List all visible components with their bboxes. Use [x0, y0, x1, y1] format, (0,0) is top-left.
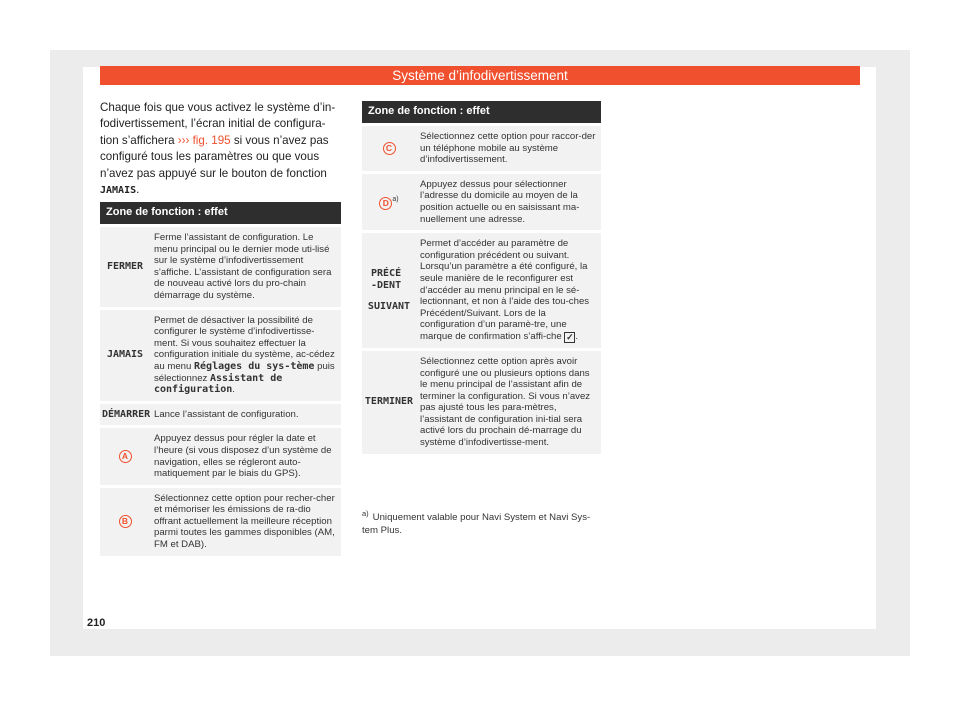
intro-button-name: JAMAIS	[100, 185, 137, 197]
table-row	[100, 425, 341, 484]
desc-text: Permet d’accéder au paramètre de configuration précédent ou suivant. Lorsqu’un paramètre a été configuré, la seule manière de le reconfigurer est d’accéder au menu principal en le sé-lectionnant, et non à l’aide des tou-ches Précédent/Suivant. Lors de la configuration d’un paramè-tre, une marque de confirmation s’affi-che	[420, 238, 590, 342]
function-desc: Ferme l’assistant de configuration. Le menu principal ou le dernier mode uti-lisé sur le système d’infodivertissement s’affiche. L’assistant de configuration sera de nouveau activé lors du pro-chain démarrage du système.	[150, 224, 341, 307]
menu-name: Réglages du sys-tème	[194, 360, 315, 372]
function-table-2	[362, 101, 601, 454]
function-desc: Sélectionnez cette option pour raccor-der un téléphone mobile au système d’infodivertissement.	[416, 123, 601, 171]
function-key: JAMAIS	[106, 349, 144, 361]
function-desc	[150, 307, 341, 401]
table-row	[362, 348, 601, 454]
function-desc: Appuyez dessus pour régler la date et l’heure (si vous disposez d’un système de navigation, elles se régleront auto-matiquement par le biais du GPS).	[150, 425, 341, 484]
function-key: PRÉCÉ-DENT	[371, 268, 402, 291]
desc-text: puis sélectionnez	[154, 360, 335, 384]
function-key: FERMER	[106, 260, 144, 272]
callout-b-icon: B	[119, 515, 132, 528]
table-row	[100, 224, 341, 307]
intro-text-2: si vous n’avez pas configuré tous les paramètres ou que vous n’avez pas appuyé sur le bouton de fonction	[100, 133, 329, 180]
table-row	[100, 307, 341, 401]
section-header: Système d’infodivertissement	[100, 66, 860, 85]
desc-text: Permet de désactiver la possibilité de configurer le système d’infodivertisse-ment. Si vous souhaitez effectuer la configuration initiale du système, ac-cédez au menu	[154, 314, 335, 372]
figure-link[interactable]: ››› fig. 195	[177, 133, 231, 147]
callout-d-icon: D	[379, 197, 392, 210]
function-desc: Appuyez dessus pour sélectionner l’adresse du domicile au moyen de la position actuelle ou en saisissant ma-nuellement une adresse.	[416, 171, 601, 230]
table-row	[100, 485, 341, 556]
function-key: DÉMARRER	[102, 408, 151, 420]
function-table-1	[100, 202, 341, 556]
footnote-ref: a)	[392, 196, 399, 204]
footnote-text: Uniquement valable pour Navi System et Navi Sys-tem Plus.	[362, 512, 591, 537]
function-desc: Sélectionnez cette option après avoir configuré une ou plusieurs options dans le menu principal de l’assistant afin de terminer la configuration. Si vous n’avez pas ajusté tous les para-mètres, l’assistant de configuration ini-tial sera activé lors du prochain dé-marrage du système d’infodivertisse-ment.	[416, 348, 601, 454]
table-row	[362, 123, 601, 171]
function-key: SUIVANT	[367, 301, 411, 313]
table-header: Zone de fonction : effet	[100, 202, 341, 224]
intro-text-3: .	[136, 183, 140, 197]
footnote-mark: a)	[362, 509, 369, 518]
desc-text: .	[232, 384, 235, 396]
table-row	[362, 230, 601, 348]
footnote	[362, 507, 602, 537]
menu-name: Assistant de configuration	[154, 372, 283, 396]
desc-text: .	[575, 330, 579, 342]
checkbox-checked-icon: ✓	[566, 331, 574, 342]
callout-a-icon: A	[119, 450, 132, 463]
function-desc	[416, 230, 601, 348]
intro-paragraph	[100, 100, 342, 199]
intro-text-1: Chaque fois que vous activez le système d’in-fodivertissement, l’écran initial de configura-tion s’affichera	[100, 101, 336, 147]
table-header: Zone de fonction : effet	[362, 101, 601, 123]
function-key: TERMINER	[364, 396, 414, 408]
function-desc: Sélectionnez cette option pour recher-cher et mémoriser les émissions de ra-dio offrant actuellement la meilleure réception parmi toutes les gammes disponibles (AM, FM et DAB).	[150, 485, 341, 556]
page-number: 210	[87, 617, 106, 629]
callout-c-icon: C	[383, 142, 396, 155]
table-row	[362, 171, 601, 230]
function-desc: Lance l’assistant de configuration.	[150, 401, 341, 426]
table-row	[100, 401, 341, 426]
